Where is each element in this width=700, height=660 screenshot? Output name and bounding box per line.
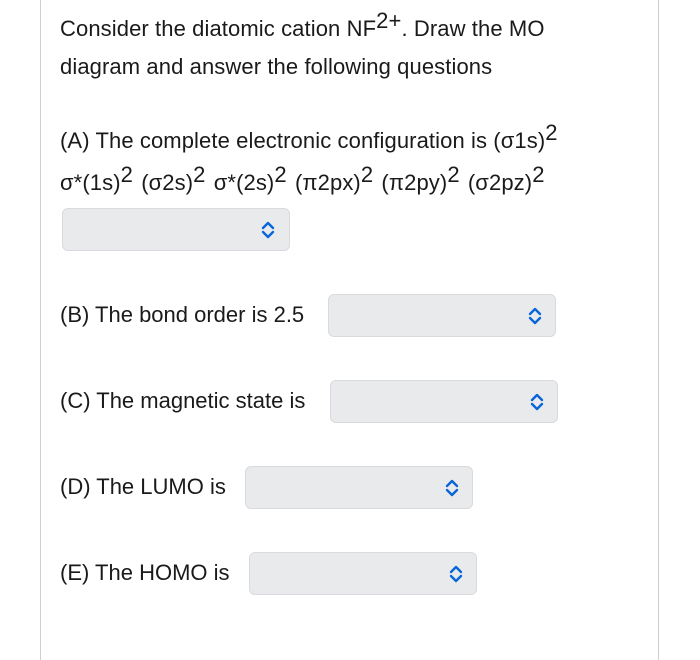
answer-c-select[interactable] (330, 380, 558, 423)
intro-line-2: diagram and answer the following questions (60, 54, 493, 79)
superscript: 2 (545, 120, 558, 145)
answer-d-select[interactable] (245, 466, 473, 509)
chevron-up-down-icon (527, 306, 543, 326)
intro-line-1 (60, 8, 545, 42)
config-term: $(\pi 2py)^2$ (381, 162, 460, 195)
chevron-up-down-icon (444, 478, 460, 498)
question-c-label: (C) The magnetic state is (60, 388, 306, 413)
answer-b-select[interactable] (328, 294, 556, 337)
question-a-line-1 (60, 120, 558, 154)
answer-a-select[interactable] (62, 208, 290, 251)
config-term: $\sigma*(1s)^2$ (60, 162, 133, 195)
intro-text: Consider the diatomic cation NF (60, 16, 377, 41)
question-a-text: (A) The complete electronic configuration is (σ1s) (60, 128, 546, 153)
answer-e-select[interactable] (249, 552, 477, 595)
question-a-line-2 (60, 162, 545, 196)
charge-superscript: 2+ (376, 8, 402, 33)
chevron-up-down-icon (529, 392, 545, 412)
config-term: $(\pi 2px)^2$ (294, 162, 374, 195)
chevron-up-down-icon (448, 564, 464, 584)
config-term: $(\sigma 2pz)^2$ (467, 162, 545, 195)
config-term: $\sigma*(2s)^2$ (213, 162, 287, 195)
config-term: $(\sigma 2s)^2$ (141, 162, 206, 195)
intro-text-end: . Draw the MO (401, 16, 545, 41)
question-b-label: (B) The bond order is 2.5 (60, 302, 305, 327)
question-e-label: (E) The HOMO is (60, 560, 230, 585)
question-d-label: (D) The LUMO is (60, 474, 226, 499)
chevron-up-down-icon (260, 220, 276, 240)
